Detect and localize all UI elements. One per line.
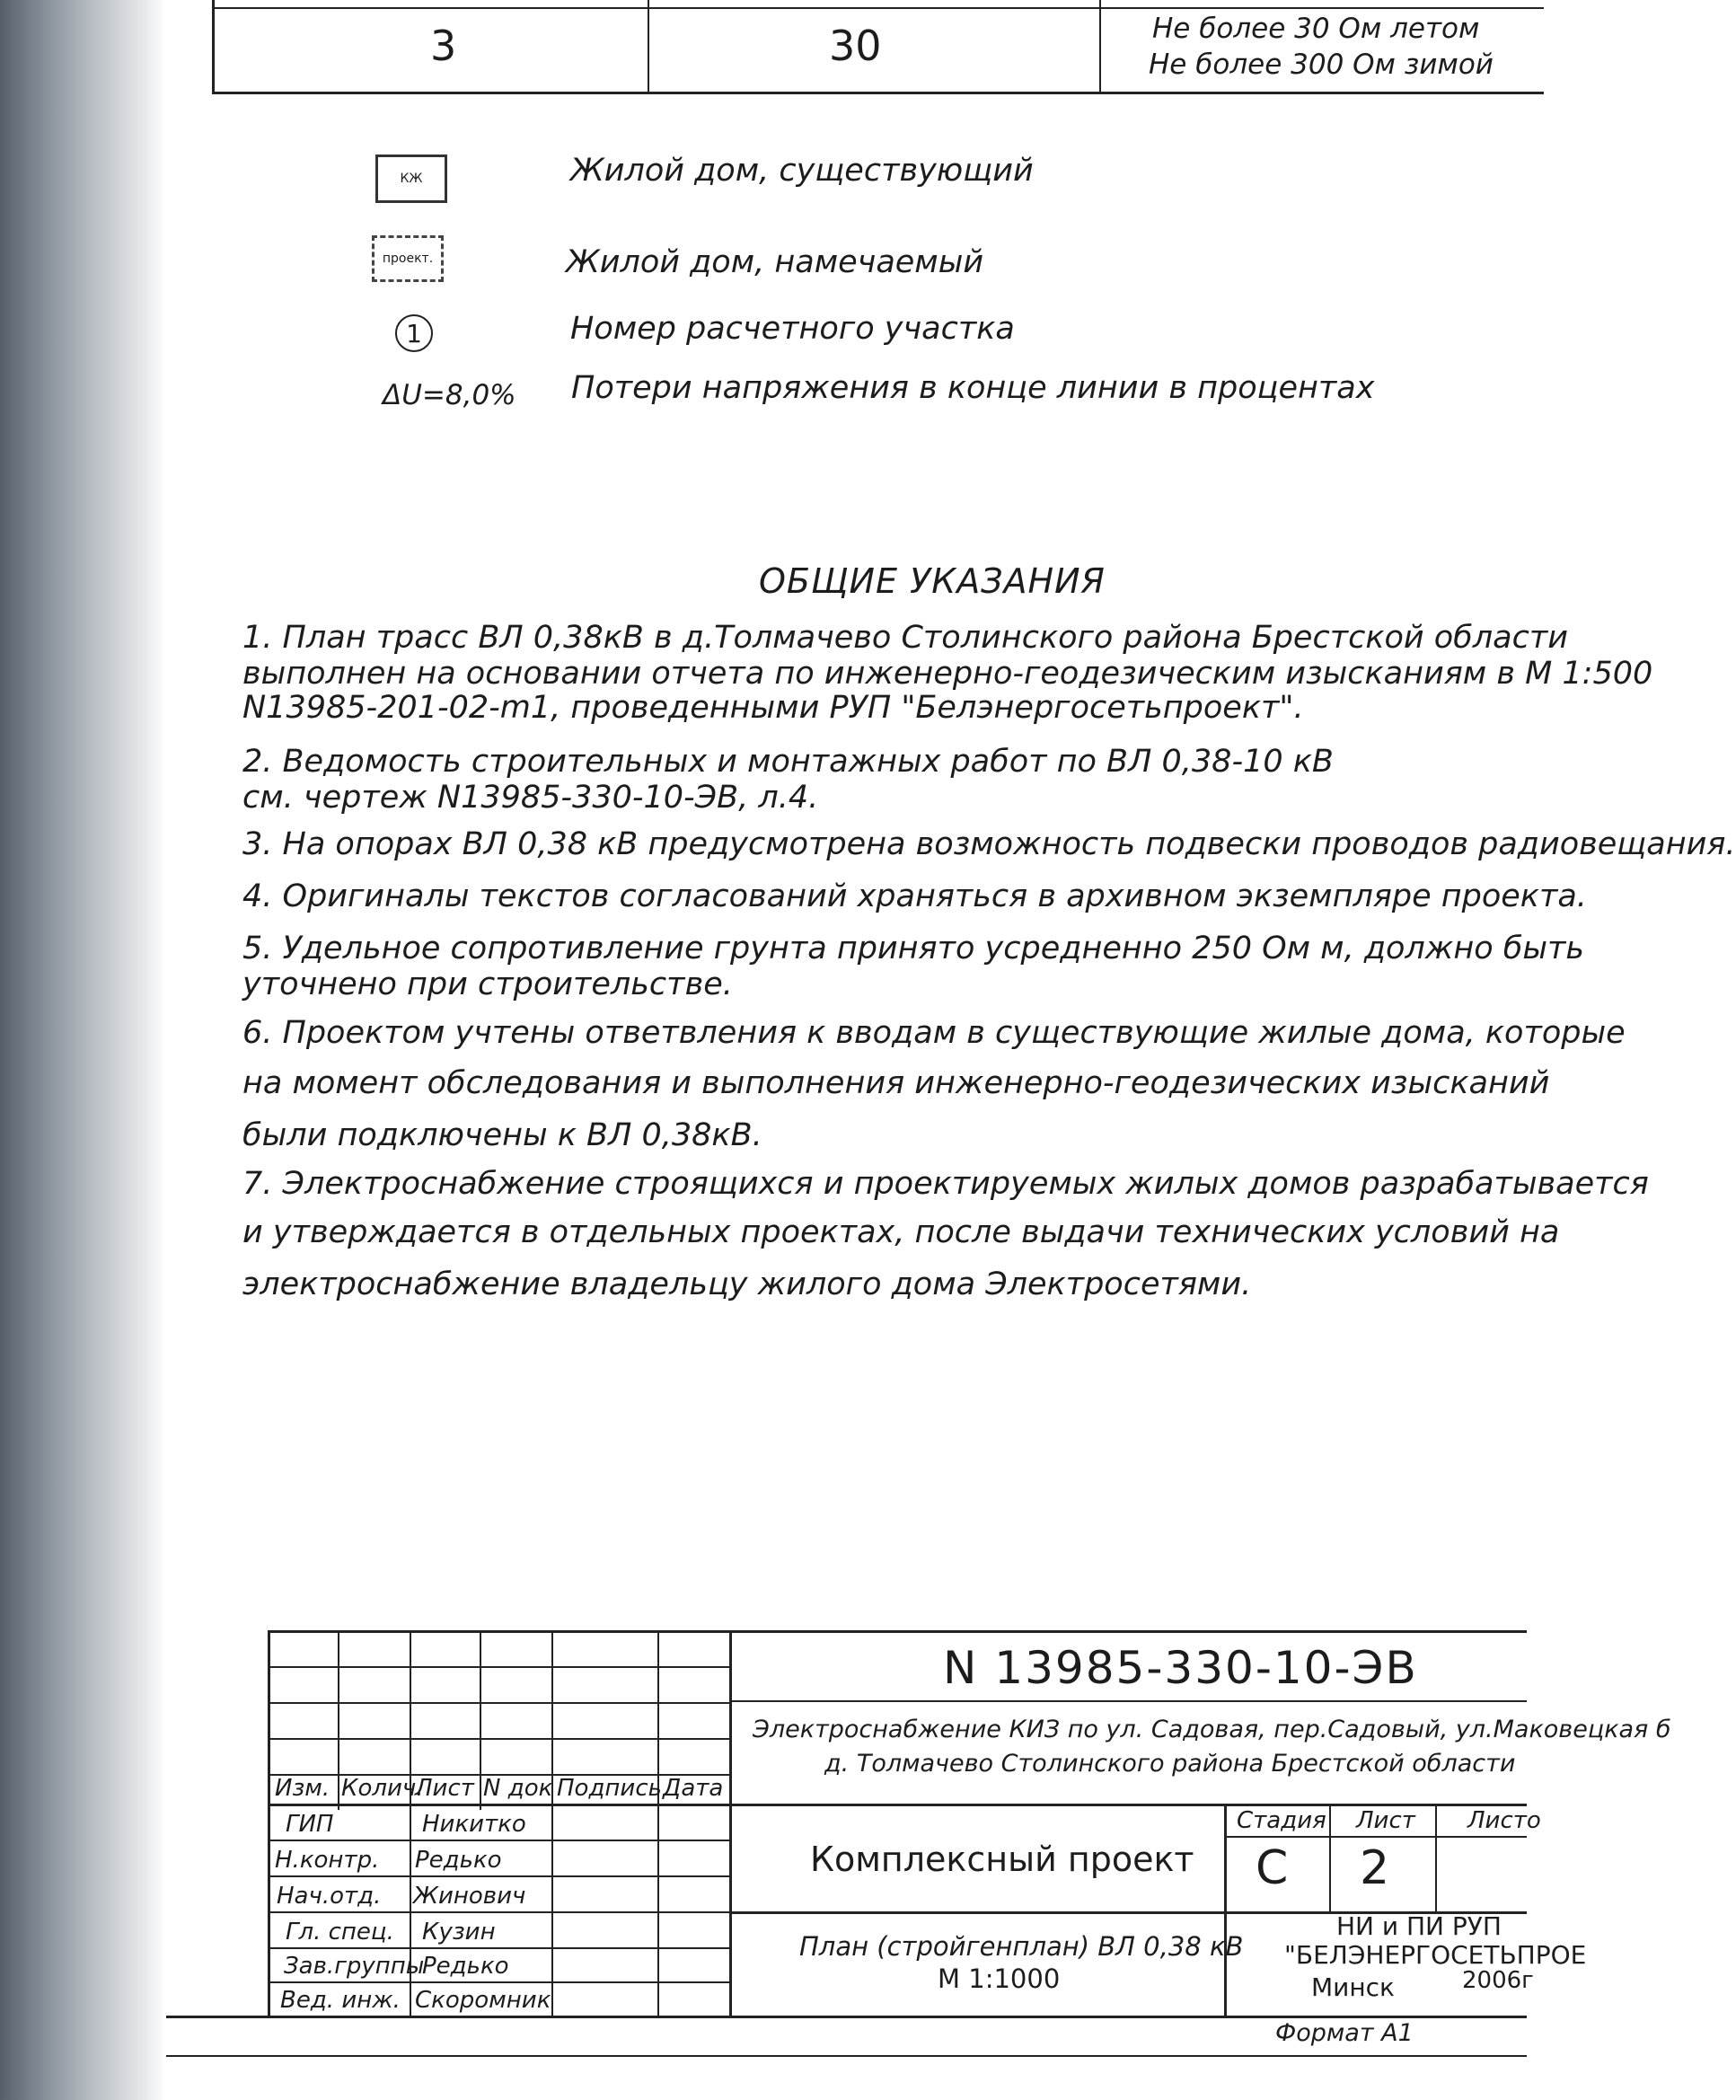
- name-gip: Никитко: [422, 1811, 526, 1838]
- name-vedinzh: Скоромник: [415, 1987, 551, 2014]
- legend-text-voltage-loss: Потери напряжения в конце линии в процентах: [571, 370, 1375, 406]
- stage-value: С: [1256, 1841, 1289, 1895]
- drawing-title-line1: План (стройгенплан) ВЛ 0,38 кВ: [799, 1931, 1244, 1962]
- grid-line: [268, 1702, 729, 1704]
- grid-line: [1435, 1804, 1437, 1911]
- note-line: см. чертеж N13985-330-10-ЭВ, л.4.: [242, 780, 819, 816]
- sheet-format: Формат А1: [1275, 2019, 1414, 2047]
- name-zavgruppy: Редько: [422, 1953, 509, 1980]
- grid-line: [1224, 1836, 1527, 1838]
- grid-line: [268, 1840, 729, 1841]
- grid-line: [729, 1630, 732, 2016]
- name-nachotd: Жинович: [413, 1883, 526, 1910]
- name-nkontr: Редько: [415, 1847, 502, 1874]
- grid-line: [268, 1804, 729, 1806]
- header-kolich: Колич.: [341, 1775, 424, 1802]
- sheets-label: Листо: [1467, 1807, 1541, 1834]
- org-year: 2006г: [1462, 1967, 1534, 1994]
- legend-text-planned-house: Жилой дом, намечаемый: [566, 244, 984, 280]
- role-nachotd: Нач.отд.: [277, 1883, 382, 1910]
- table-cell-note-summer: Не более 30 Ом летом: [1152, 13, 1480, 45]
- grid-line: [268, 1911, 729, 1913]
- note-line: 3. На опорах ВЛ 0,38 кВ предусмотрена возможность подвески проводов радиовещания.: [242, 826, 1736, 862]
- note-line: на момент обследования и выполнения инженерно-геодезических изысканий: [242, 1065, 1550, 1101]
- grid-line: [268, 1738, 729, 1740]
- note-line: выполнен на основании отчета по инженерно-геодезическим изысканиям в М 1:500: [242, 656, 1653, 692]
- object-title-line1: Электроснабжение КИЗ по ул. Садовая, пер.Садовый, ул.Маковецкая б: [753, 1716, 1671, 1743]
- role-glspec: Гл. спец.: [286, 1919, 394, 1946]
- table-cell-col2: 30: [829, 22, 882, 70]
- note-line: 4. Оригиналы текстов согласований храняться в архивном экземпляре проекта.: [242, 878, 1587, 914]
- top-table: [212, 0, 1544, 94]
- table-cell-col1: 3: [430, 22, 457, 70]
- grid-line: [657, 1630, 659, 2016]
- object-title-line2: д. Толмачево Столинского района Брестской области: [824, 1750, 1516, 1778]
- org-line2: "БЕЛЭНЕРГОСЕТЬПРОЕ: [1284, 1940, 1587, 1970]
- legend-symbol-label: проект.: [382, 251, 434, 266]
- legend-symbol-section-number: 1: [395, 314, 433, 352]
- note-line: уточнено при строительстве.: [242, 966, 733, 1002]
- note-line: 6. Проектом учтены ответвления к вводам в существующие жилые дома, которые: [242, 1015, 1626, 1051]
- role-nkontr: Н.контр.: [275, 1847, 380, 1874]
- header-data: Дата: [663, 1775, 724, 1802]
- title-block-bottom-border: [166, 2016, 1527, 2018]
- title-block-top-border: [268, 1630, 1527, 1633]
- table-cell-note-winter: Не более 300 Ом зимой: [1149, 49, 1494, 81]
- grid-line: [729, 1700, 1527, 1702]
- grid-line: [268, 1666, 729, 1668]
- sheet-frame-line: [166, 2055, 1527, 2057]
- note-line: 5. Удельное сопротивление грунта принято усредненно 250 Ом м, должно быть: [242, 931, 1584, 966]
- legend-text-existing-house: Жилой дом, существующий: [570, 153, 1034, 189]
- project-type: Комплексный проект: [810, 1840, 1194, 1879]
- header-izm: Изм.: [275, 1775, 330, 1802]
- legend-symbol-voltage-loss: ΔU=8,0%: [383, 379, 516, 411]
- note-line: и утверждается в отдельных проектах, после выдачи технических условий на: [242, 1214, 1560, 1250]
- table-row-divider: [215, 7, 1544, 9]
- grid-line: [268, 1981, 729, 1983]
- legend-symbol-label: КЖ: [400, 172, 423, 186]
- header-list: Лист: [415, 1775, 474, 1802]
- org-city: Минск: [1311, 1972, 1395, 2002]
- role-zavgruppy: Зав.группы: [284, 1953, 425, 1980]
- name-glspec: Кузин: [422, 1919, 496, 1946]
- legend-symbol-planned-house: [372, 235, 444, 282]
- sheet-value: 2: [1360, 1841, 1390, 1895]
- stage-label: Стадия: [1237, 1807, 1326, 1834]
- sheet-label: Лист: [1356, 1807, 1415, 1834]
- scan-edge-shadow: [0, 0, 166, 2100]
- grid-line: [480, 1630, 481, 1810]
- grid-line: [551, 1630, 553, 2016]
- document-number: N 13985-330-10-ЭВ: [943, 1642, 1418, 1694]
- role-gip: ГИП: [286, 1811, 334, 1838]
- note-line: были подключены к ВЛ 0,38кВ.: [242, 1117, 762, 1153]
- grid-line: [268, 1875, 729, 1877]
- general-notes-title: ОБЩИЕ УКАЗАНИЯ: [759, 561, 1106, 601]
- grid-line: [338, 1630, 339, 1810]
- header-ndok: N док: [483, 1775, 553, 1802]
- legend-text-section-number: Номер расчетного участка: [570, 311, 1015, 347]
- role-vedinzh: Вед. инж.: [280, 1987, 401, 2014]
- grid-line: [729, 1804, 1527, 1806]
- table-col-divider: [1099, 0, 1101, 92]
- table-col-divider: [648, 0, 649, 92]
- org-line1: НИ и ПИ РУП: [1336, 1911, 1502, 1941]
- drawing-scale: М 1:1000: [938, 1963, 1061, 1994]
- header-podpis: Подпись: [557, 1775, 662, 1802]
- grid-line: [1329, 1804, 1331, 1911]
- note-line: 1. План трасс ВЛ 0,38кВ в д.Толмачево Столинского района Брестской области: [242, 620, 1568, 656]
- grid-line: [268, 1947, 729, 1949]
- title-block-left-border: [268, 1630, 270, 2016]
- note-line: электроснабжение владельцу жилого дома Электросетями.: [242, 1266, 1252, 1302]
- note-line: N13985-201-02-m1, проведенными РУП "Белэнергосетьпроект".: [242, 690, 1304, 726]
- note-line: 2. Ведомость строительных и монтажных работ по ВЛ 0,38-10 кВ: [242, 744, 1334, 780]
- note-line: 7. Электроснабжение строящихся и проектируемых жилых домов разрабатывается: [242, 1166, 1649, 1202]
- legend-symbol-existing-house: [375, 154, 447, 203]
